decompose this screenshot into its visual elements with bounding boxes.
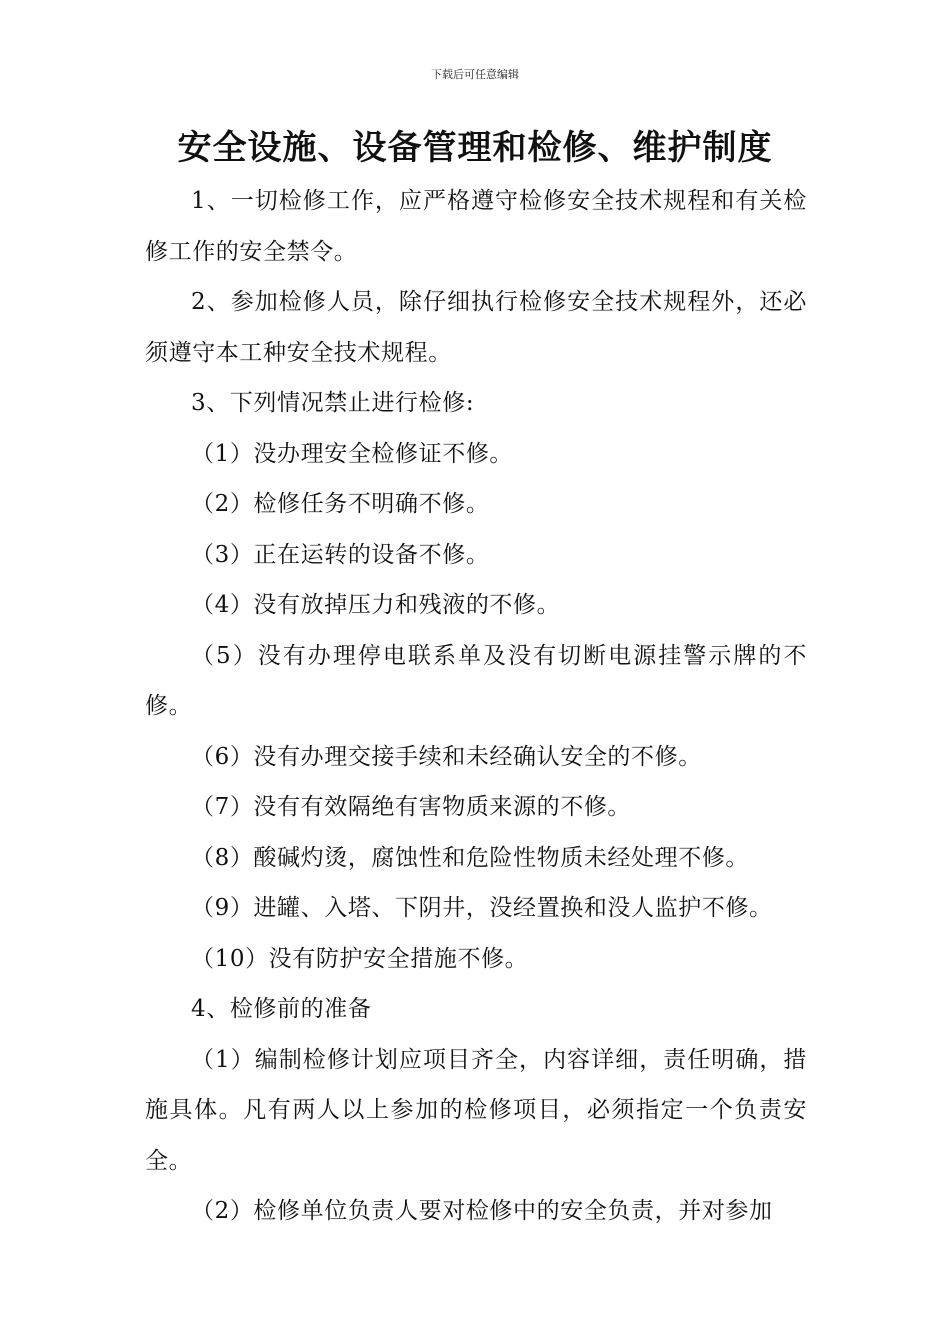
- paragraph: 4、检修前的准备: [191, 996, 372, 1022]
- header-note: 下载后可任意编辑: [431, 68, 519, 81]
- list-item: （1）编制检修计划应项目齐全，内容详细，责任明确，措施具体。凡有两人以上参加的检修项目，必须指定一个负责安全。: [145, 1046, 807, 1174]
- document-title: 安全设施、设备管理和检修、维护制度: [177, 128, 773, 168]
- list-item: （3）正在运转的设备不修。: [191, 541, 490, 568]
- paragraph: 3、下列情况禁止进行检修:: [191, 390, 475, 416]
- list-item: （5）没有办理停电联系单及没有切断电源挂警示牌的不修。: [145, 642, 807, 719]
- list-item: （8）酸碱灼烫，腐蚀性和危险性物质未经处理不修。: [191, 844, 750, 871]
- list-item: （2）检修任务不明确不修。: [191, 491, 490, 517]
- list-item: （9）进罐、入塔、下阴井，没经置换和没人监护不修。: [191, 895, 773, 921]
- list-item: （2）检修单位负责人要对检修中的安全负责，并对参加: [191, 1198, 773, 1224]
- list-item: （7）没有有效隔绝有害物质来源的不修。: [191, 794, 632, 820]
- list-item: （6）没有办理交接手续和未经确认安全的不修。: [191, 743, 702, 770]
- list-item: （10）没有防护安全措施不修。: [191, 945, 529, 972]
- paragraph: 1、一切检修工作，应严格遵守检修安全技术规程和有关检修工作的安全禁令。: [145, 188, 807, 265]
- document-body: [145, 176, 807, 1237]
- list-item: （4）没有放掉压力和残液的不修。: [191, 592, 561, 618]
- paragraph: 2、参加检修人员，除仔细执行检修安全技术规程外，还必须遵守本工种安全技术规程。: [145, 289, 807, 366]
- list-item: （1）没办理安全检修证不修。: [191, 440, 514, 467]
